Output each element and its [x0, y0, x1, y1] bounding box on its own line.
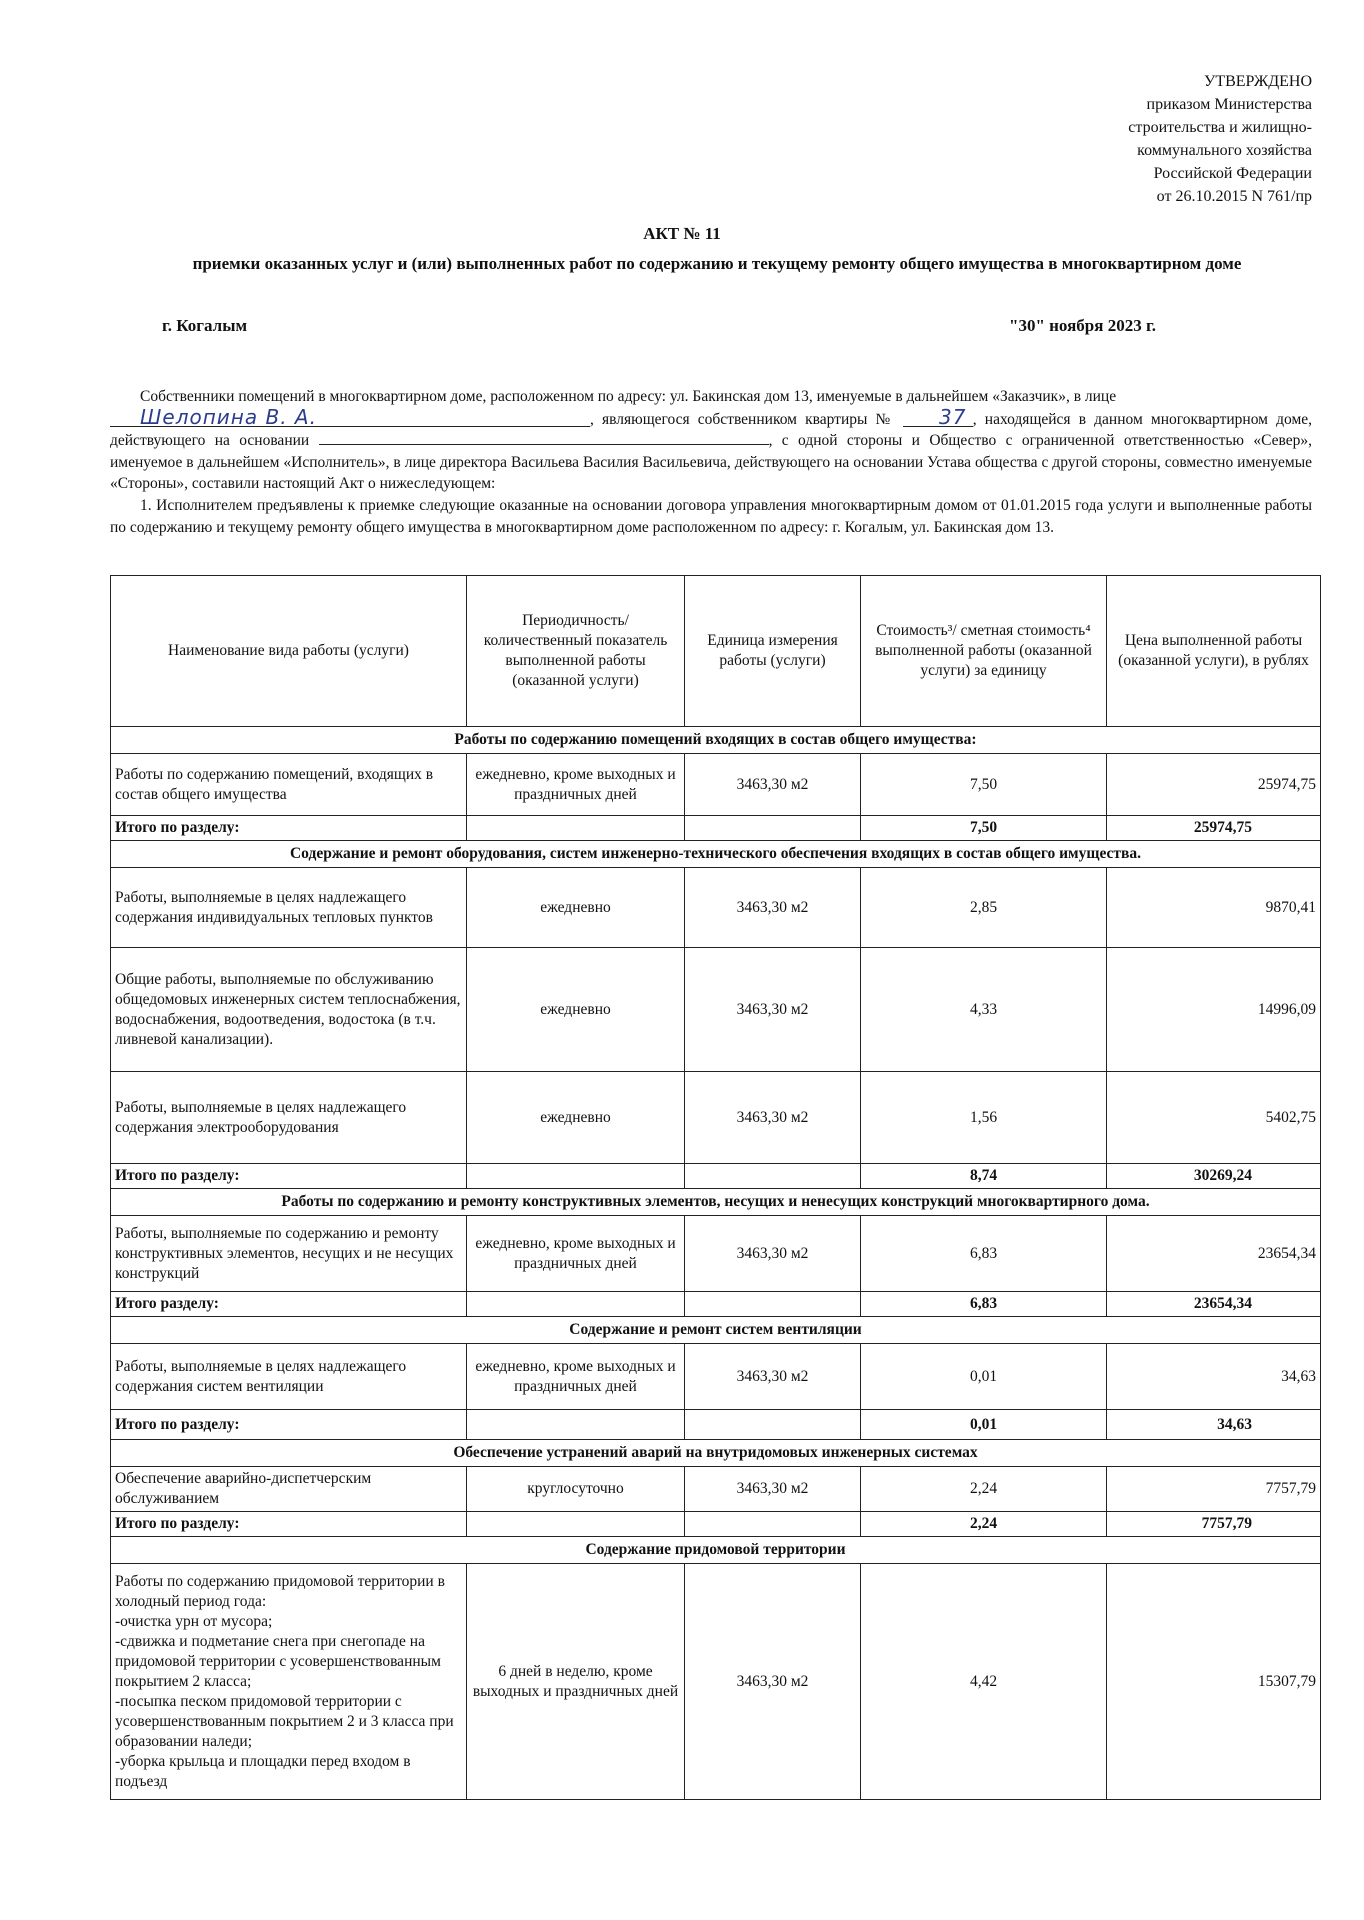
act-title: АКТ № 11 — [643, 224, 721, 243]
work-price: 34,63 — [1107, 1344, 1321, 1410]
section-total-row — [111, 1164, 1321, 1189]
intro-text-d: , с одной стороны и Общество с ограниченной ответственностью «Север», именуемое в дальнейшем «Исполнитель», в лице директора Васильева Василия Васильевича, действующего на основании Устава общества с другой стороны, совместно именуемые «Стороны», составили настоящий Акт о нижеследующем: — [110, 432, 1313, 493]
work-unit: 3463,30 м2 — [685, 868, 861, 948]
table-row — [111, 1564, 1321, 1800]
act-subtitle: приемки оказанных услуг и (или) выполненных работ по содержанию и текущему ремонту общего имущества в многоквартирном доме — [192, 254, 1242, 273]
intro-paragraph-1 — [110, 386, 1312, 495]
work-unit-cost: 4,42 — [861, 1564, 1107, 1800]
handwritten-owner-name: Шелопина В. А. — [110, 408, 590, 427]
header-periodicity: Периодичность/ количественный показатель выполненной работы (оказанной услуги) — [467, 576, 685, 727]
intro-text-a: Собственники помещений в многоквартирном доме, расположенном по адресу: ул. Бакинская дом 13, именуемые в дальнейшем «Заказчик», в лице — [140, 388, 1117, 405]
section-heading — [111, 841, 1321, 868]
basis-blank-line — [319, 444, 769, 445]
table-row — [111, 868, 1321, 948]
section-title: Содержание и ремонт систем вентиляции — [111, 1317, 1321, 1344]
work-name: Работы, выполняемые в целях надлежащего содержания электрооборудования — [111, 1072, 467, 1164]
section-title: Обеспечение устранений аварий на внутридомовых инженерных системах — [111, 1440, 1321, 1467]
intro-paragraph-2: 1. Исполнителем предъявлены к приемке следующие оказанные на основании договора управления многоквартирным домом от 01.01.2015 года услуги и выполненные работы по содержанию и текущему ремонту общего имущества в многоквартирном доме расположенном по адресу: г. Когалым, ул. Бакинская дом 13. — [110, 496, 1312, 536]
work-price: 25974,75 — [1107, 754, 1321, 816]
work-periodicity: ежедневно — [467, 948, 685, 1072]
total-cost: 6,83 — [861, 1292, 1107, 1317]
work-unit: 3463,30 м2 — [685, 1467, 861, 1512]
act-date: "30" ноября 2023 г. — [1009, 316, 1156, 335]
approval-line: строительства и жилищно- — [1128, 119, 1312, 136]
total-price: 34,63 — [1107, 1410, 1321, 1440]
work-unit-cost: 2,85 — [861, 868, 1107, 948]
work-unit-cost: 7,50 — [861, 754, 1107, 816]
intro-text — [110, 386, 1312, 538]
total-label: Итого по разделу: — [111, 816, 467, 841]
total-label: Итого по разделу: — [111, 1512, 467, 1537]
work-name: Работы, выполняемые в целях надлежащего содержания индивидуальных тепловых пунктов — [111, 868, 467, 948]
section-heading — [111, 727, 1321, 754]
total-label: Итого по разделу: — [111, 1410, 467, 1440]
work-periodicity: 6 дней в неделю, кроме выходных и праздничных дней — [467, 1564, 685, 1800]
section-total-row — [111, 816, 1321, 841]
section-total-row — [111, 1292, 1321, 1317]
total-price: 7757,79 — [1107, 1512, 1321, 1537]
work-unit: 3463,30 м2 — [685, 948, 861, 1072]
total-label: Итого по разделу: — [111, 1164, 467, 1189]
work-price: 9870,41 — [1107, 868, 1321, 948]
work-unit: 3463,30 м2 — [685, 754, 861, 816]
work-unit-cost: 0,01 — [861, 1344, 1107, 1410]
section-title: Работы по содержанию помещений входящих в состав общего имущества: — [111, 727, 1321, 754]
header-price: Цена выполненной работы (оказанной услуги), в рублях — [1107, 576, 1321, 727]
section-total-row — [111, 1512, 1321, 1537]
intro-text-b: , являющегося собственником квартиры № — [590, 410, 895, 428]
work-unit-cost: 2,24 — [861, 1467, 1107, 1512]
header-work-name: Наименование вида работы (услуги) — [111, 576, 467, 727]
work-unit: 3463,30 м2 — [685, 1564, 861, 1800]
table-row — [111, 948, 1321, 1072]
work-name: Работы, выполняемые в целях надлежащего содержания систем вентиляции — [111, 1344, 467, 1410]
works-table — [110, 575, 1321, 1800]
work-periodicity: ежедневно — [467, 868, 685, 948]
table-row — [111, 754, 1321, 816]
table-row — [111, 1072, 1321, 1164]
section-heading — [111, 1537, 1321, 1564]
work-periodicity: ежедневно, кроме выходных и праздничных дней — [467, 1344, 685, 1410]
work-price: 7757,79 — [1107, 1467, 1321, 1512]
work-name: Работы по содержанию придомовой территории в холодный период года: -очистка урн от мусора; -сдвижка и подметание снега при снегопаде на придомовой территории с усовершенствованным покрытием 2 класса; -посыпка песком придомовой территории с усовершенствованным покрытием 2 и 3 класса при образовании наледи; -уборка крыльца и площадки перед входом в подъезд — [111, 1564, 467, 1800]
section-title: Работы по содержанию и ремонту конструктивных элементов, несущих и ненесущих конструкций многоквартирного дома. — [111, 1189, 1321, 1216]
table-row — [111, 1216, 1321, 1292]
work-unit-cost: 1,56 — [861, 1072, 1107, 1164]
table-row — [111, 1467, 1321, 1512]
work-price: 23654,34 — [1107, 1216, 1321, 1292]
work-periodicity: ежедневно, кроме выходных и праздничных дней — [467, 754, 685, 816]
act-city: г. Когалым — [162, 316, 248, 335]
work-price: 15307,79 — [1107, 1564, 1321, 1800]
approval-line: от 26.10.2015 N 761/пр — [1156, 188, 1312, 205]
work-name: Общие работы, выполняемые по обслуживанию общедомовых инженерных систем теплоснабжения, водоснабжения, водоотведения, водостока (в т.ч. ливневой канализации). — [111, 948, 467, 1072]
approval-line: Российской Федерации — [1153, 165, 1312, 182]
work-price: 14996,09 — [1107, 948, 1321, 1072]
total-price: 30269,24 — [1107, 1164, 1321, 1189]
work-unit: 3463,30 м2 — [685, 1216, 861, 1292]
total-price: 23654,34 — [1107, 1292, 1321, 1317]
handwritten-flat-number: 37 — [903, 408, 973, 427]
total-cost: 8,74 — [861, 1164, 1107, 1189]
section-title: Содержание и ремонт оборудования, систем инженерно-технического обеспечения входящих в состав общего имущества. — [111, 841, 1321, 868]
work-unit-cost: 4,33 — [861, 948, 1107, 1072]
section-heading — [111, 1189, 1321, 1216]
section-heading — [111, 1317, 1321, 1344]
table-row — [111, 1344, 1321, 1410]
section-title: Содержание придомовой территории — [111, 1537, 1321, 1564]
total-cost: 0,01 — [861, 1410, 1107, 1440]
work-unit-cost: 6,83 — [861, 1216, 1107, 1292]
header-unit: Единица измерения работы (услуги) — [685, 576, 861, 727]
total-price: 25974,75 — [1107, 816, 1321, 841]
approval-line: УТВЕРЖДЕНО — [1203, 73, 1312, 90]
approval-line: коммунального хозяйства — [1137, 142, 1312, 159]
total-label: Итого разделу: — [111, 1292, 467, 1317]
approval-stamp — [1128, 70, 1312, 208]
work-name: Работы по содержанию помещений, входящих в состав общего имущества — [111, 754, 467, 816]
approval-line: приказом Министерства — [1146, 96, 1312, 113]
work-price: 5402,75 — [1107, 1072, 1321, 1164]
section-total-row — [111, 1410, 1321, 1440]
work-name: Работы, выполняемые по содержанию и ремонту конструктивных элементов, несущих и не несущих конструкций — [111, 1216, 467, 1292]
total-cost: 7,50 — [861, 816, 1107, 841]
work-periodicity: круглосуточно — [467, 1467, 685, 1512]
total-cost: 2,24 — [861, 1512, 1107, 1537]
work-periodicity: ежедневно — [467, 1072, 685, 1164]
intro-text-c: , находящейся в данном многоквартирном доме, действующего на основании — [110, 410, 1313, 450]
section-heading — [111, 1440, 1321, 1467]
work-unit: 3463,30 м2 — [685, 1072, 861, 1164]
work-unit: 3463,30 м2 — [685, 1344, 861, 1410]
work-periodicity: ежедневно, кроме выходных и праздничных дней — [467, 1216, 685, 1292]
table-header-row — [111, 576, 1321, 727]
work-name: Обеспечение аварийно-диспетчерским обслуживанием — [111, 1467, 467, 1512]
header-unit-cost: Стоимость³/ сметная стоимость⁴ выполненной работы (оказанной услуги) за единицу — [861, 576, 1107, 727]
